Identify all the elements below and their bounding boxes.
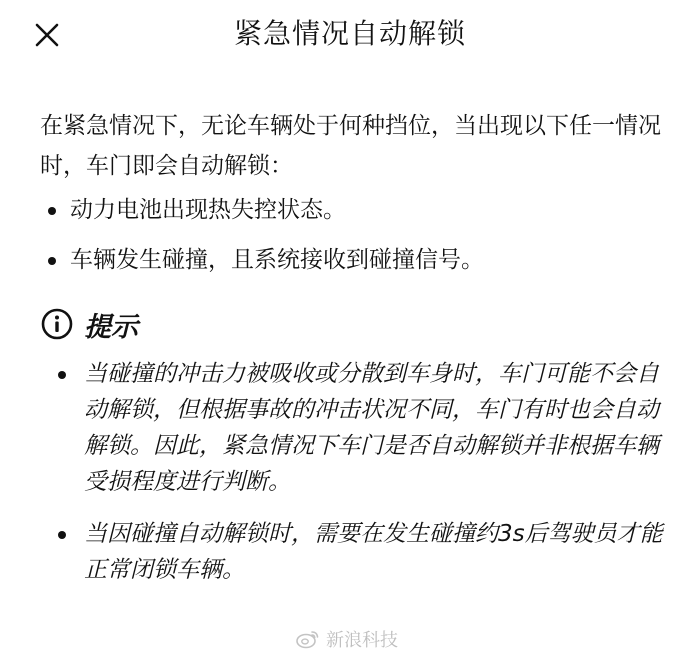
bullet-dot	[58, 531, 66, 539]
list-item	[40, 516, 670, 588]
tip-item-text: 当因碰撞自动解锁时，需要在发生碰撞约3s后驾驶员才能正常闭锁车辆。	[84, 521, 663, 583]
tip-item-text: 当碰撞的冲击力被吸收或分散到车身时，车门可能不会自动解锁，但根据事故的冲击状况不同，车门有时也会自动解锁。因此，紧急情况下车门是否自动解锁并非根据车辆受损程度进行判断。	[84, 361, 659, 495]
weibo-logo-icon	[296, 629, 320, 649]
intro-text: 在紧急情况下，无论车辆处于何种挡位，当出现以下任一情况时，车门即会自动解锁：	[40, 113, 661, 179]
bullet-dot	[48, 257, 56, 265]
list-item-text: 动力电池出现热失控状态。	[70, 197, 346, 223]
bullet-dot	[48, 207, 56, 215]
list-item	[40, 356, 670, 500]
list-item	[40, 190, 670, 230]
watermark-text: 新浪科技	[326, 630, 398, 651]
tip-title: 提示	[84, 311, 138, 343]
page-title: 紧急情况自动解锁	[233, 17, 466, 50]
info-icon	[40, 307, 74, 341]
list-item-text: 车辆发生碰撞，且系统接收到碰撞信号。	[70, 247, 484, 273]
condition-list	[40, 190, 670, 280]
tip-header	[40, 304, 670, 344]
watermark	[296, 626, 398, 652]
tip-list	[40, 356, 670, 588]
list-item	[40, 240, 670, 280]
bullet-dot	[58, 371, 66, 379]
header-bar	[0, 0, 700, 70]
content-area	[40, 106, 670, 604]
